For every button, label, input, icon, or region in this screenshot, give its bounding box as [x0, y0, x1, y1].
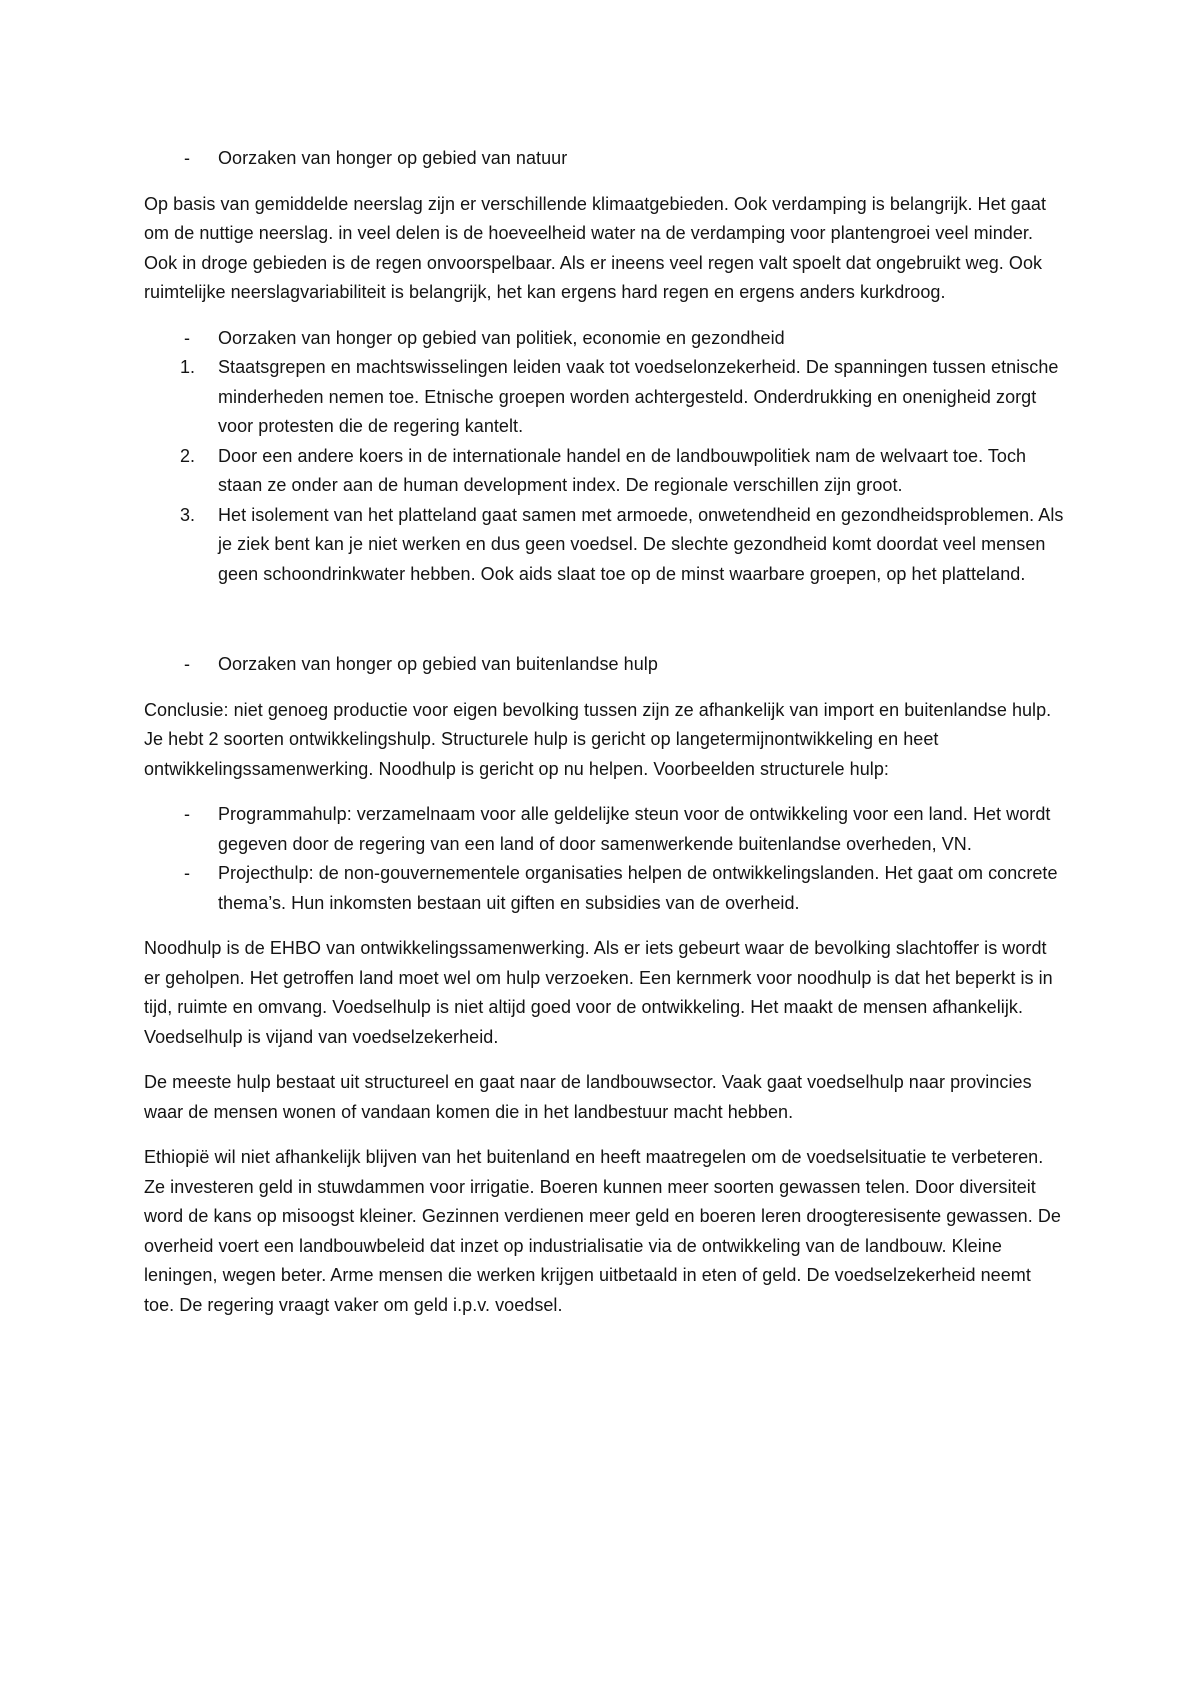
list-item-text: Programmahulp: verzamelnaam voor alle geldelijke steun voor de ontwikkeling voor een land. Het wordt gegeven door de regering van een land of door samenwerkende buitenlandse overheden, VN. — [218, 804, 1051, 854]
paragraph-conclusie: Conclusie: niet genoeg productie voor eigen bevolking tussen zijn ze afhankelijk van import en buitenlandse hulp. Je hebt 2 soorten ontwikkelingshulp. Structurele hulp is gericht op langetermijnontwikkeling en heet ontwikkelingssamenwerking. Noodhulp is gericht op nu helpen. Voorbeelden structurele hulp: — [144, 699, 1052, 779]
list-item-text: Het isolement van het platteland gaat samen met armoede, onwetendheid en gezondheidsproblemen. Als je ziek bent kan je niet werken en dus geen voedsel. De slechte gezondheid komt doordat veel mensen geen schoondrinkwater hebben. Ook aids slaat toe op de minst waarbare groepen, op het platteland. — [218, 504, 1064, 584]
list-item-text: Staatsgrepen en machtswisselingen leiden vaak tot voedselonzekerheid. De spanningen tussen etnische minderheden nemen toe. Etnische groepen worden achtergesteld. Onderdrukking en onenigheid zorgt voor protesten die de regering kantelt. — [218, 357, 1059, 436]
list-number: 3. — [180, 504, 196, 525]
numbered-item-2 — [144, 442, 1064, 501]
document-body — [144, 144, 1064, 1320]
heading-text: Oorzaken van honger op gebied van natuur — [218, 148, 568, 168]
dash-bullet: - — [184, 863, 191, 883]
heading-politiek — [144, 324, 1064, 354]
heading-buitenlandse-hulp — [144, 650, 1064, 680]
dash-bullet: - — [184, 804, 191, 824]
list-number: 2. — [180, 445, 196, 466]
dash-bullet: - — [184, 148, 191, 168]
bullet-item-programmahulp — [144, 800, 1064, 859]
heading-text: Oorzaken van honger op gebied van buitenlandse hulp — [218, 654, 658, 674]
paragraph-natuur: Op basis van gemiddelde neerslag zijn er verschillende klimaatgebieden. Ook verdamping is belangrijk. Het gaat om de nuttige neerslag. in veel delen is de hoeveelheid water na de verdamping voor plantengroei veel minder. Ook in droge gebieden is de regen onvoorspelbaar. Als er ineens veel regen valt spoelt dat ongebruikt weg. Ook ruimtelijke neerslagvariabiliteit is belangrijk, het kan ergens hard regen en ergens anders kurkdroog. — [144, 193, 1046, 302]
dash-bullet: - — [184, 654, 191, 674]
heading-text: Oorzaken van honger op gebied van politiek, economie en gezondheid — [218, 327, 785, 348]
list-number: 1. — [180, 357, 196, 377]
bullet-item-projecthulp — [144, 859, 1064, 918]
paragraph-ethiopie: Ethiopië wil niet afhankelijk blijven van het buitenland en heeft maatregelen om de voedselsituatie te verbeteren. Ze investeren geld in stuwdammen voor irrigatie. Boeren kunnen meer soorten gewassen telen. Door diversiteit word de kans op misoogst kleiner. Gezinnen verdienen meer geld en boeren leren droogteresisente gewassen. De overheid voert een landbouwbeleid dat inzet op industrialisatie via de ontwikkeling van de landbouw. Kleine leningen, wegen beter. Arme mensen die werken krijgen uitbetaald in eten of geld. De voedselzekerheid neemt toe. De regering vraagt vaker om geld i.p.v. voedsel. — [144, 1147, 1061, 1315]
list-item-text: Door een andere koers in de internationale handel en de landbouwpolitiek nam de welvaart toe. Toch staan ze onder aan de human development index. De regionale verschillen zijn groot. — [218, 445, 1027, 495]
numbered-item-3 — [144, 501, 1064, 590]
paragraph-noodhulp: Noodhulp is de EHBO van ontwikkelingssamenwerking. Als er iets gebeurt waar de bevolking slachtoffer is wordt er geholpen. Het getroffen land moet wel om hulp verzoeken. Een kernmerk voor noodhulp is dat het beperkt is in tijd, ruimte en omvang. Voedselhulp is niet altijd goed voor de ontwikkeling. Het maakt de mensen afhankelijk. Voedselhulp is vijand van voedselzekerheid. — [144, 938, 1053, 1047]
dash-bullet: - — [184, 327, 191, 348]
numbered-item-1 — [144, 353, 1064, 442]
paragraph-landbouwsector: De meeste hulp bestaat uit structureel en gaat naar de landbouwsector. Vaak gaat voedselhulp naar provincies waar de mensen wonen of vandaan komen die in het landbestuur macht hebben. — [144, 1072, 1032, 1122]
heading-natuur — [144, 144, 1064, 174]
list-item-text: Projecthulp: de non-gouvernementele organisaties helpen de ontwikkelingslanden. Het gaat om concrete thema’s. Hun inkomsten bestaan uit giften en subsidies van de overheid. — [218, 863, 1058, 913]
